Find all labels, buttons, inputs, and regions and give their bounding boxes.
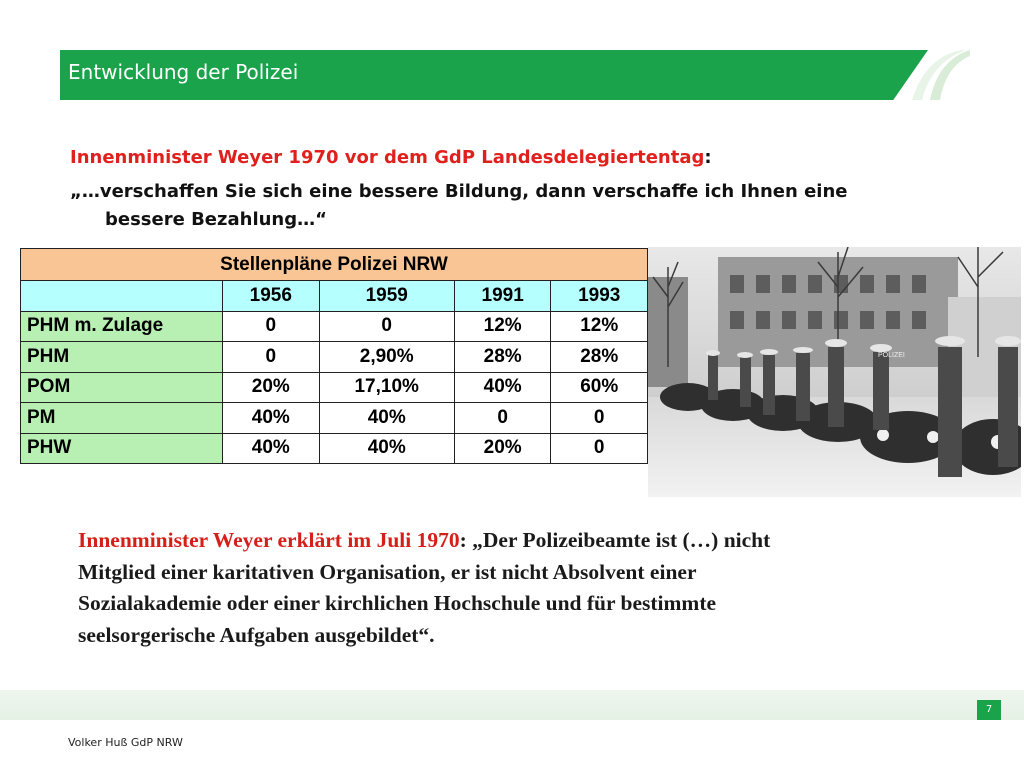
table-cell: 0 <box>319 311 454 342</box>
row-label: PHM m. Zulage <box>21 311 223 342</box>
year-header: 1959 <box>319 281 454 312</box>
intro-quote-line1: „…verschaffen Sie sich eine bessere Bildung, dann verschaffe ich Ihnen eine <box>70 181 848 202</box>
table-caption-row <box>21 249 648 281</box>
year-header: 1991 <box>454 281 551 312</box>
table-cell: 28% <box>551 342 648 373</box>
intro-quote-line2: bessere Bezahlung…“ <box>105 209 327 230</box>
police-photo <box>648 247 1021 497</box>
year-header: 1956 <box>223 281 320 312</box>
table-cell: 0 <box>454 403 551 434</box>
table-cell: 40% <box>319 403 454 434</box>
weyer-quote-intro: Innenminister Weyer erklärt im Juli 1970 <box>78 528 460 552</box>
row-label: PM <box>21 403 223 434</box>
weyer-quote-text: : „Der Polizeibeamte ist (…) nicht Mitglied einer karitativen Organisation, er ist nicht Absolvent einer Sozialakademie oder einer kirchlichen Hochschule und für bestimmte seelsorgerische Aufgaben ausgebildet“. <box>78 528 771 647</box>
table-cell: 40% <box>223 433 320 464</box>
intro-heading-red: Innenminister Weyer 1970 vor dem GdP Landesdelegiertentag <box>70 147 705 168</box>
table-cell: 20% <box>223 372 320 403</box>
table-cell: 20% <box>454 433 551 464</box>
slide-title: Entwicklung der Polizei <box>68 60 299 84</box>
table-row <box>21 342 648 373</box>
table-cell: 17,10% <box>319 372 454 403</box>
table-cell: 2,90% <box>319 342 454 373</box>
table-cell: 40% <box>454 372 551 403</box>
intro-heading-colon: : <box>704 147 712 168</box>
footer-author: Volker Huß GdP NRW <box>68 736 183 749</box>
table-row <box>21 403 648 434</box>
weyer-quote <box>78 525 778 651</box>
table-cell: 40% <box>319 433 454 464</box>
table-cell: 12% <box>551 311 648 342</box>
stellenplaene-table <box>20 248 648 464</box>
header-swoosh-decoration <box>900 50 970 100</box>
year-header: 1993 <box>551 281 648 312</box>
intro-heading <box>70 144 930 172</box>
table-corner-cell <box>21 281 223 312</box>
table-row <box>21 372 648 403</box>
table-cell: 0 <box>551 403 648 434</box>
row-label: PHM <box>21 342 223 373</box>
footer-band <box>0 690 1024 720</box>
table-header-row <box>21 281 648 312</box>
page-number: 7 <box>977 700 1001 720</box>
table-cell: 12% <box>454 311 551 342</box>
intro-block <box>70 144 930 234</box>
table-cell: 0 <box>551 433 648 464</box>
table-cell: 0 <box>223 311 320 342</box>
intro-quote <box>70 178 930 234</box>
table-cell: 0 <box>223 342 320 373</box>
table-cell: 40% <box>223 403 320 434</box>
photo-badge-text: POLIZEI <box>878 352 905 359</box>
table-row <box>21 433 648 464</box>
row-label: POM <box>21 372 223 403</box>
row-label: PHW <box>21 433 223 464</box>
table-cell: 60% <box>551 372 648 403</box>
table-row <box>21 311 648 342</box>
table-cell: 28% <box>454 342 551 373</box>
table-caption: Stellenpläne Polizei NRW <box>21 249 648 281</box>
